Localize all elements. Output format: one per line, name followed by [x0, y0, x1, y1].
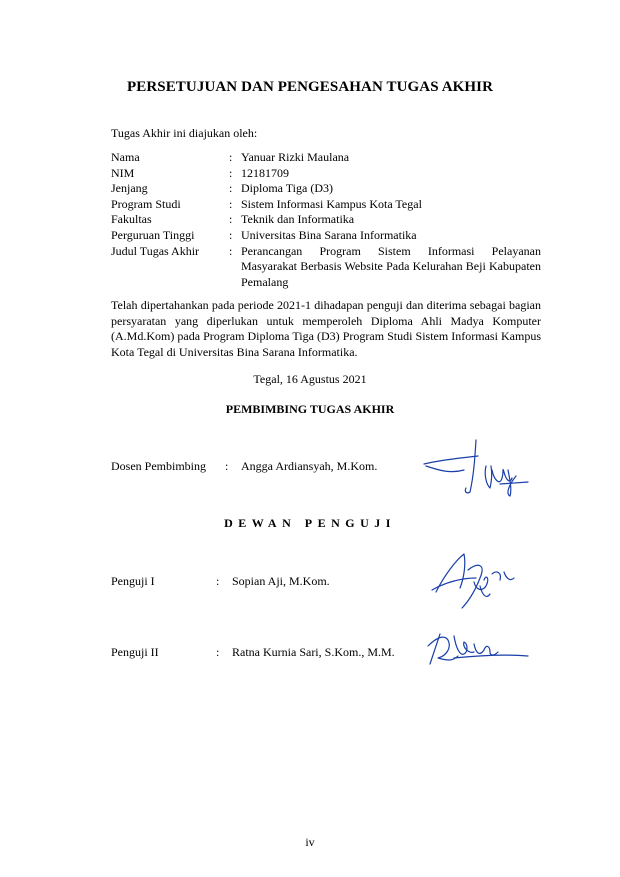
info-separator: : — [229, 165, 233, 180]
penguji-1-name: Sopian Aji, M.Kom. — [232, 574, 330, 588]
intro-text: Tugas Akhir ini diajukan oleh: — [111, 126, 258, 140]
page-title: PERSETUJUAN DAN PENGESAHAN TUGAS AKHIR — [126, 79, 494, 95]
info-separator: : — [229, 243, 233, 258]
info-value: Teknik dan Informatika — [241, 212, 355, 227]
penguji-1-label: Penguji I — [111, 574, 155, 588]
info-separator: : — [229, 227, 233, 242]
dosen-separator: : — [225, 459, 229, 473]
dosen-pembimbing-row — [111, 459, 377, 474]
penguji-2-name: Ratna Kurnia Sari, S.Kom., M.M. — [232, 645, 395, 659]
dosen-signature — [420, 436, 532, 498]
info-row-program-studi — [111, 197, 541, 213]
penguji-2-signature — [424, 626, 532, 668]
place-date: Tegal, 16 Agustus 2021 — [253, 372, 367, 386]
info-separator: : — [229, 181, 233, 196]
student-info-table — [111, 150, 541, 290]
penguji-2-separator: : — [216, 645, 220, 659]
info-value: Perancangan Program Sistem Informasi Pelayanan Masyarakat Berbasis Website Pada Kelurahan Beji Kabupaten Pemalang — [241, 243, 541, 289]
info-value: Sistem Informasi Kampus Kota Tegal — [241, 196, 422, 211]
info-label: Program Studi — [111, 196, 181, 211]
dewan-penguji-heading: DEWAN PENGUJI — [224, 516, 396, 530]
penguji-2-label: Penguji II — [111, 645, 159, 659]
info-value: Yanuar Rizki Maulana — [241, 150, 350, 164]
penguji-1-row — [111, 574, 330, 589]
approval-paragraph: Telah dipertahankan pada periode 2021-1 dihadapan penguji dan diterima sebagai bagian persyaratan yang diperlukan untuk memperoleh Diploma Ahli Madya Komputer (A.Md.Kom) pada Program Diploma Tiga (D3) Program Studi Sistem Informasi Kampus Kota Tegal di Universitas Bina Sarana Informatika. — [111, 298, 541, 359]
penguji-1-separator: : — [216, 574, 220, 588]
info-label: Nama — [111, 150, 140, 164]
info-label: NIM — [111, 165, 135, 180]
penguji-2-row — [111, 645, 395, 660]
info-label: Jenjang — [111, 181, 148, 196]
info-row-perguruan-tinggi — [111, 228, 541, 244]
info-value: 12181709 — [241, 165, 289, 180]
info-separator: : — [229, 196, 233, 211]
dosen-label: Dosen Pembimbing — [111, 459, 206, 473]
info-value: Universitas Bina Sarana Informatika — [241, 227, 417, 242]
page-number: iv — [305, 835, 315, 849]
dosen-name: Angga Ardiansyah, M.Kom. — [241, 459, 378, 473]
info-separator: : — [229, 212, 233, 227]
info-label: Judul Tugas Akhir — [111, 243, 200, 258]
info-label: Fakultas — [111, 212, 152, 227]
info-label: Perguruan Tinggi — [111, 227, 195, 242]
info-row-jenjang — [111, 181, 541, 197]
info-row-nama — [111, 150, 541, 166]
info-row-judul — [111, 244, 541, 291]
penguji-1-signature — [428, 548, 520, 612]
info-value: Diploma Tiga (D3) — [241, 181, 334, 196]
info-row-fakultas — [111, 212, 541, 228]
info-separator: : — [229, 150, 233, 164]
info-row-nim — [111, 166, 541, 182]
pembimbing-heading: PEMBIMBING TUGAS AKHIR — [225, 402, 395, 416]
